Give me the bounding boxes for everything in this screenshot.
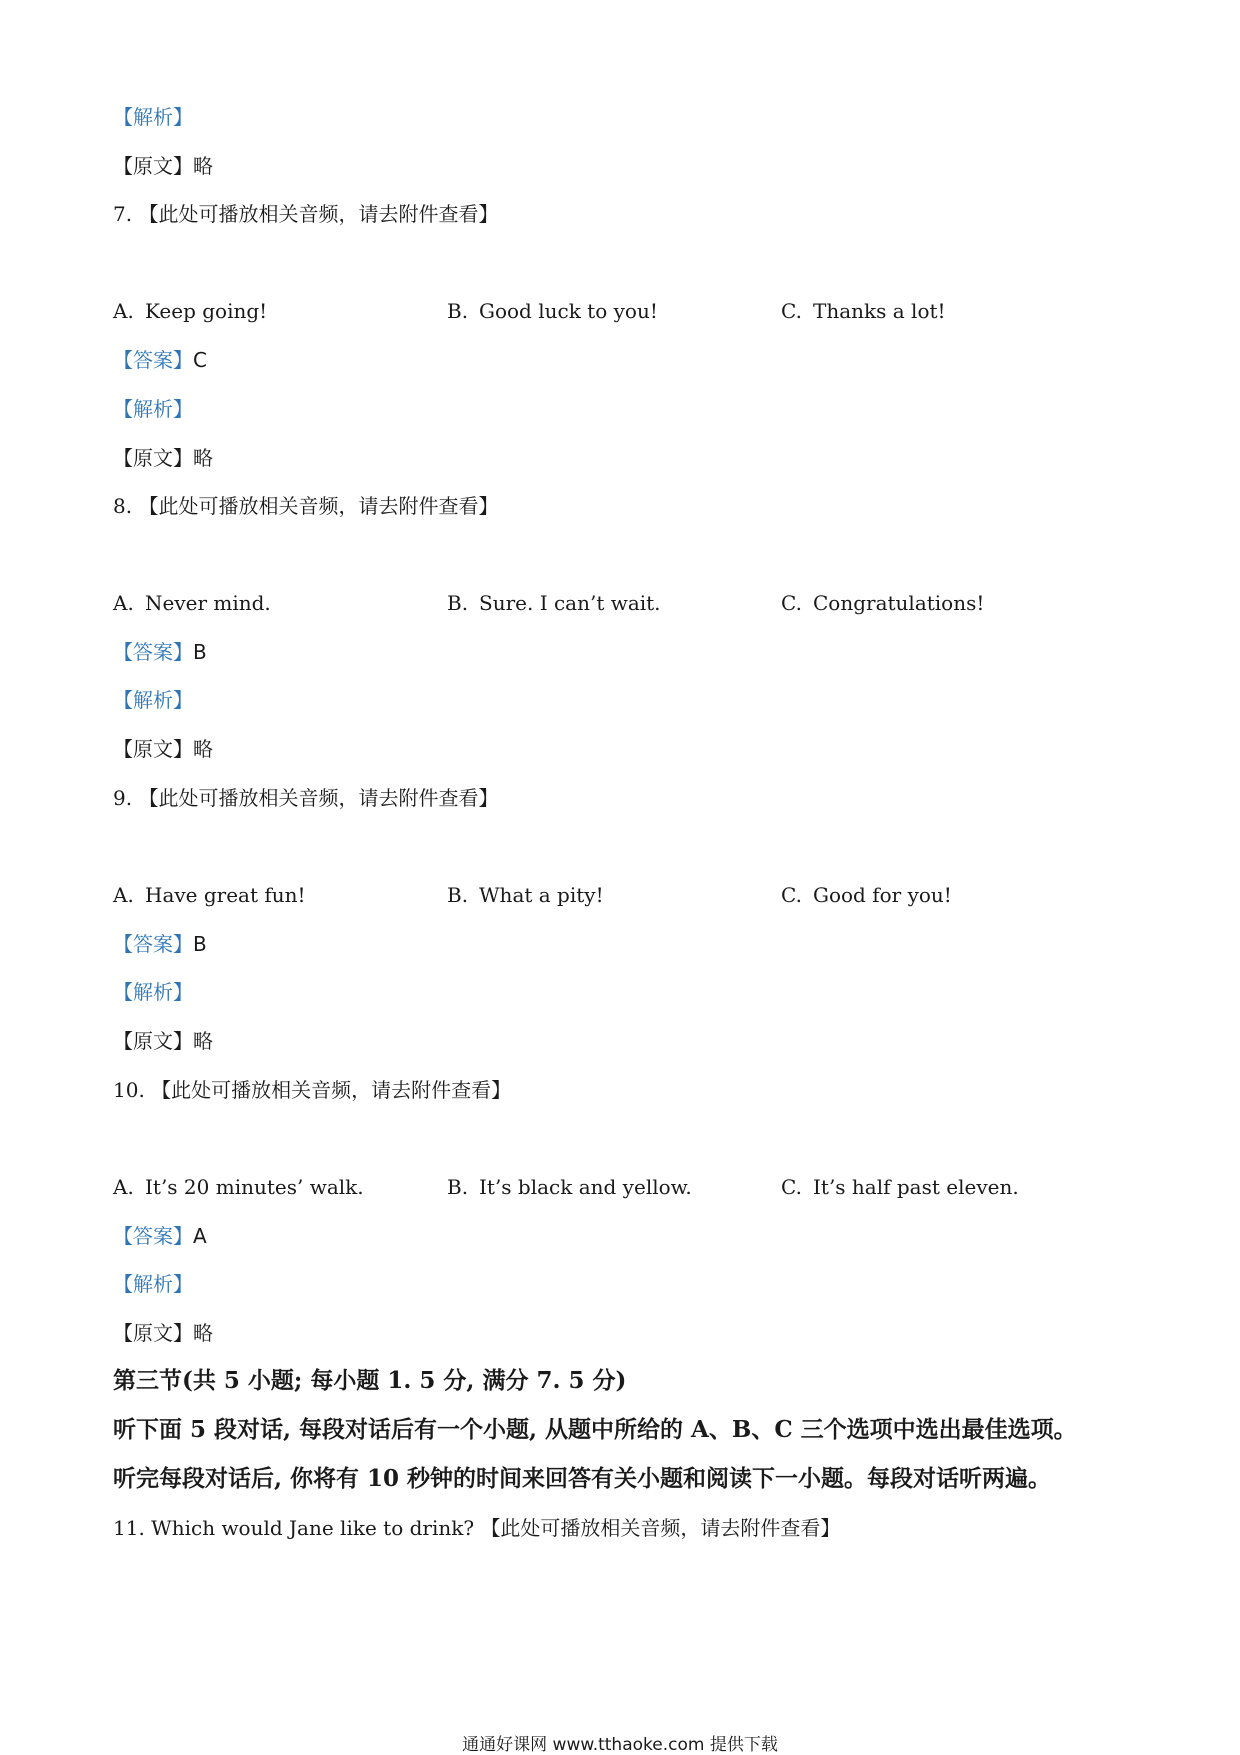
original-line: 【原文】略	[113, 154, 213, 178]
analysis-label: 【解析】	[113, 105, 193, 129]
original-line: 【原文】略	[113, 1029, 213, 1053]
analysis-label: 【解析】	[113, 1272, 193, 1296]
original-line: 【原文】略	[113, 1321, 213, 1345]
question-9-line: 9. 【此处可播放相关音频，请去附件查看】	[113, 786, 499, 810]
audio-placeholder[interactable]: 【此处可播放相关音频，请去附件查看】	[138, 786, 499, 810]
audio-placeholder[interactable]: 【此处可播放相关音频，请去附件查看】	[138, 494, 499, 518]
original-line: 【原文】略	[113, 737, 213, 761]
original-line: 【原文】略	[113, 446, 213, 470]
option-b[interactable]: B. Sure. I can’t wait.	[447, 591, 661, 615]
question-8-line: 8. 【此处可播放相关音频，请去附件查看】	[113, 494, 499, 518]
option-c[interactable]: C. Congratulations!	[781, 591, 985, 615]
option-c[interactable]: C. Good for you!	[781, 883, 952, 907]
answer-line: 【答案】B	[113, 640, 207, 664]
option-a[interactable]: A. Keep going!	[113, 299, 268, 323]
option-a[interactable]: A. Never mind.	[113, 591, 271, 615]
page-footer: 通通好课网 www.tthaoke.com 提供下载	[462, 1735, 778, 1755]
section-heading: 第三节(共 5 小题; 每小题 1. 5 分, 满分 7. 5 分)	[113, 1367, 627, 1394]
option-b[interactable]: B. It’s black and yellow.	[447, 1175, 692, 1199]
section-instruction-2: 听完每段对话后, 你将有 10 秒钟的时间来回答有关小题和阅读下一小题。每段对话听两遍。	[113, 1465, 1052, 1492]
answer-line: 【答案】A	[113, 1224, 207, 1248]
audio-placeholder[interactable]: 【此处可播放相关音频，请去附件查看】	[480, 1516, 841, 1540]
audio-placeholder[interactable]: 【此处可播放相关音频，请去附件查看】	[138, 202, 499, 226]
question-11-line: 11. Which would Jane like to drink? 【此处可播放相关音频，请去附件查看】	[113, 1516, 841, 1540]
question-9-options	[113, 881, 1113, 909]
analysis-label: 【解析】	[113, 397, 193, 421]
option-b[interactable]: B. What a pity!	[447, 883, 604, 907]
answer-line: 【答案】C	[113, 348, 207, 372]
option-a[interactable]: A. Have great fun!	[113, 883, 306, 907]
answer-line: 【答案】B	[113, 932, 207, 956]
option-c[interactable]: C. It’s half past eleven.	[781, 1175, 1019, 1199]
question-8-options	[113, 589, 1113, 617]
section-instruction-1: 听下面 5 段对话, 每段对话后有一个小题, 从题中所给的 A、B、C 三个选项中选出最佳选项。	[113, 1416, 1077, 1443]
audio-placeholder[interactable]: 【此处可播放相关音频，请去附件查看】	[151, 1078, 512, 1102]
question-7-line: 7. 【此处可播放相关音频，请去附件查看】	[113, 202, 499, 226]
analysis-label: 【解析】	[113, 980, 193, 1004]
question-10-options	[113, 1173, 1113, 1201]
option-c[interactable]: C. Thanks a lot!	[781, 299, 946, 323]
analysis-label: 【解析】	[113, 688, 193, 712]
option-a[interactable]: A. It’s 20 minutes’ walk.	[113, 1175, 364, 1199]
option-b[interactable]: B. Good luck to you!	[447, 299, 658, 323]
question-10-line: 10. 【此处可播放相关音频，请去附件查看】	[113, 1078, 512, 1102]
question-7-options	[113, 297, 1113, 325]
